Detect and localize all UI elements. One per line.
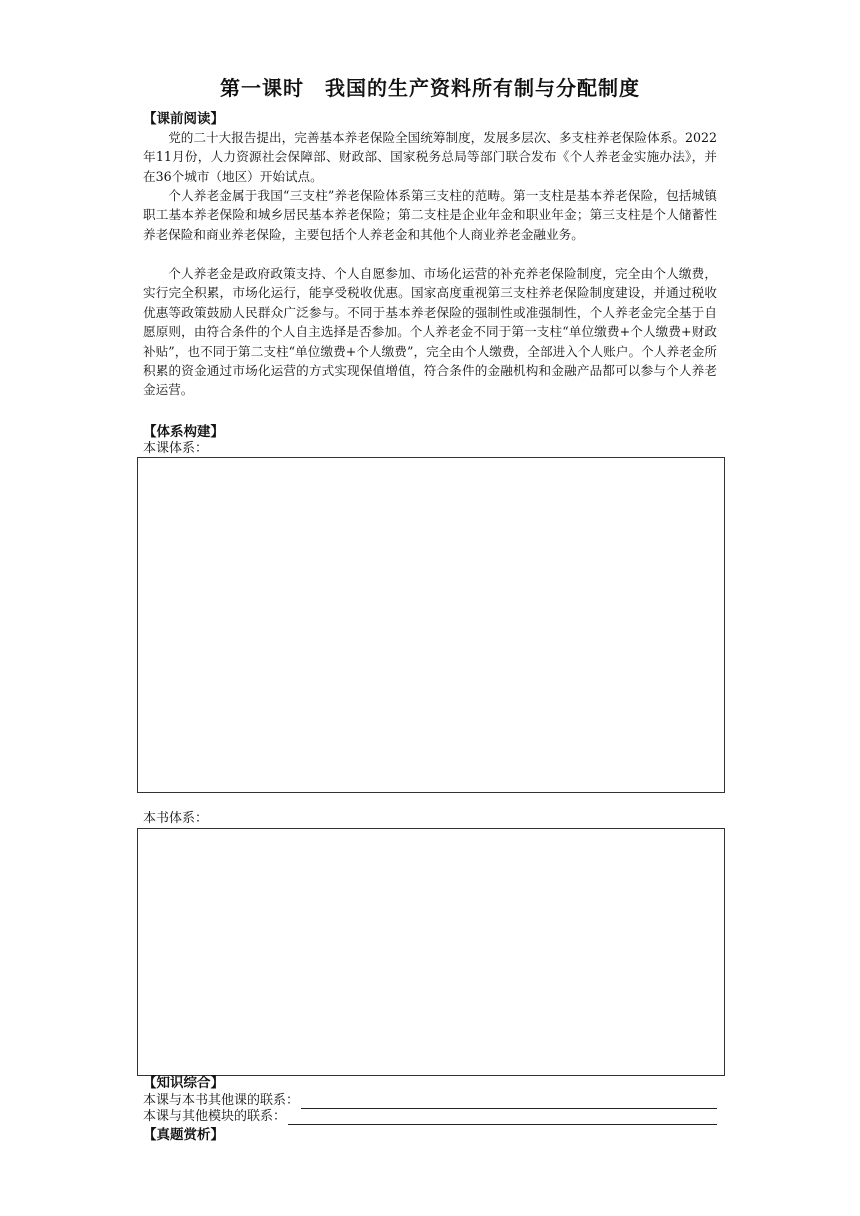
exam-heading: 【真题赏析】 xyxy=(143,1127,224,1143)
book-system-label: 本书体系： xyxy=(143,811,209,826)
preread-paragraph-2: 个人养老金属于我国“三支柱”养老保险体系第三支柱的范畴。第一支柱是基本养老保险，包括城镇职工基本养老保险和城乡居民基本养老保险；第二支柱是企业年金和职业年金；第三支柱是个人储蓄性养老保险和商业养老保险，主要包括个人养老金和其他个人商业养老金融业务。 xyxy=(143,188,717,242)
lesson-system-box[interactable] xyxy=(137,457,725,793)
knowledge-line-2 xyxy=(143,1108,717,1125)
knowledge-line-1-label: 本课与本书其他课的联系： xyxy=(143,1093,300,1108)
book-system-box[interactable] xyxy=(137,828,725,1076)
preread-paragraph-1: 党的二十大报告提出，完善基本养老保险全国统筹制度，发展多层次、多支柱养老保险体系。2022年11月份，人力资源社会保障部、财政部、国家税务总局等部门联合发布《个人养老金实施办法》，并在36个城市（地区）开始试点。 xyxy=(143,130,717,184)
page-title: 第一课时 我国的生产资料所有制与分配制度 xyxy=(220,76,640,100)
knowledge-heading: 【知识综合】 xyxy=(143,1075,224,1091)
preread-heading: 【课前阅读】 xyxy=(143,111,224,127)
lesson-system-label: 本课体系： xyxy=(143,441,209,456)
knowledge-line-2-label: 本课与其他模块的联系： xyxy=(143,1109,287,1124)
preread-paragraph-3: 个人养老金是政府政策支持、个人自愿参加、市场化运营的补充养老保险制度，完全由个人缴费，实行完全积累，市场化运行，能享受税收优惠。国家高度重视第三支柱养老保险制度建设，并通过税收优惠等政策鼓励人民群众广泛参与。不同于基本养老保险的强制性或准强制性，个人养老金完全基于自愿原则，由符合条件的个人自主选择是否参加。个人养老金不同于第一支柱“单位缴费+个人缴费+财政补贴”，也不同于第二支柱“单位缴费+个人缴费”，完全由个人缴费，全部进入个人账户。个人养老金所积累的资金通过市场化运营的方式实现保值增值，符合条件的金融机构和金融产品都可以参与个人养老金运营。 xyxy=(143,266,717,398)
system-heading: 【体系构建】 xyxy=(143,424,224,440)
knowledge-line-1-blank[interactable] xyxy=(301,1094,717,1109)
knowledge-line-2-blank[interactable] xyxy=(288,1110,717,1125)
knowledge-line-1 xyxy=(143,1092,717,1109)
